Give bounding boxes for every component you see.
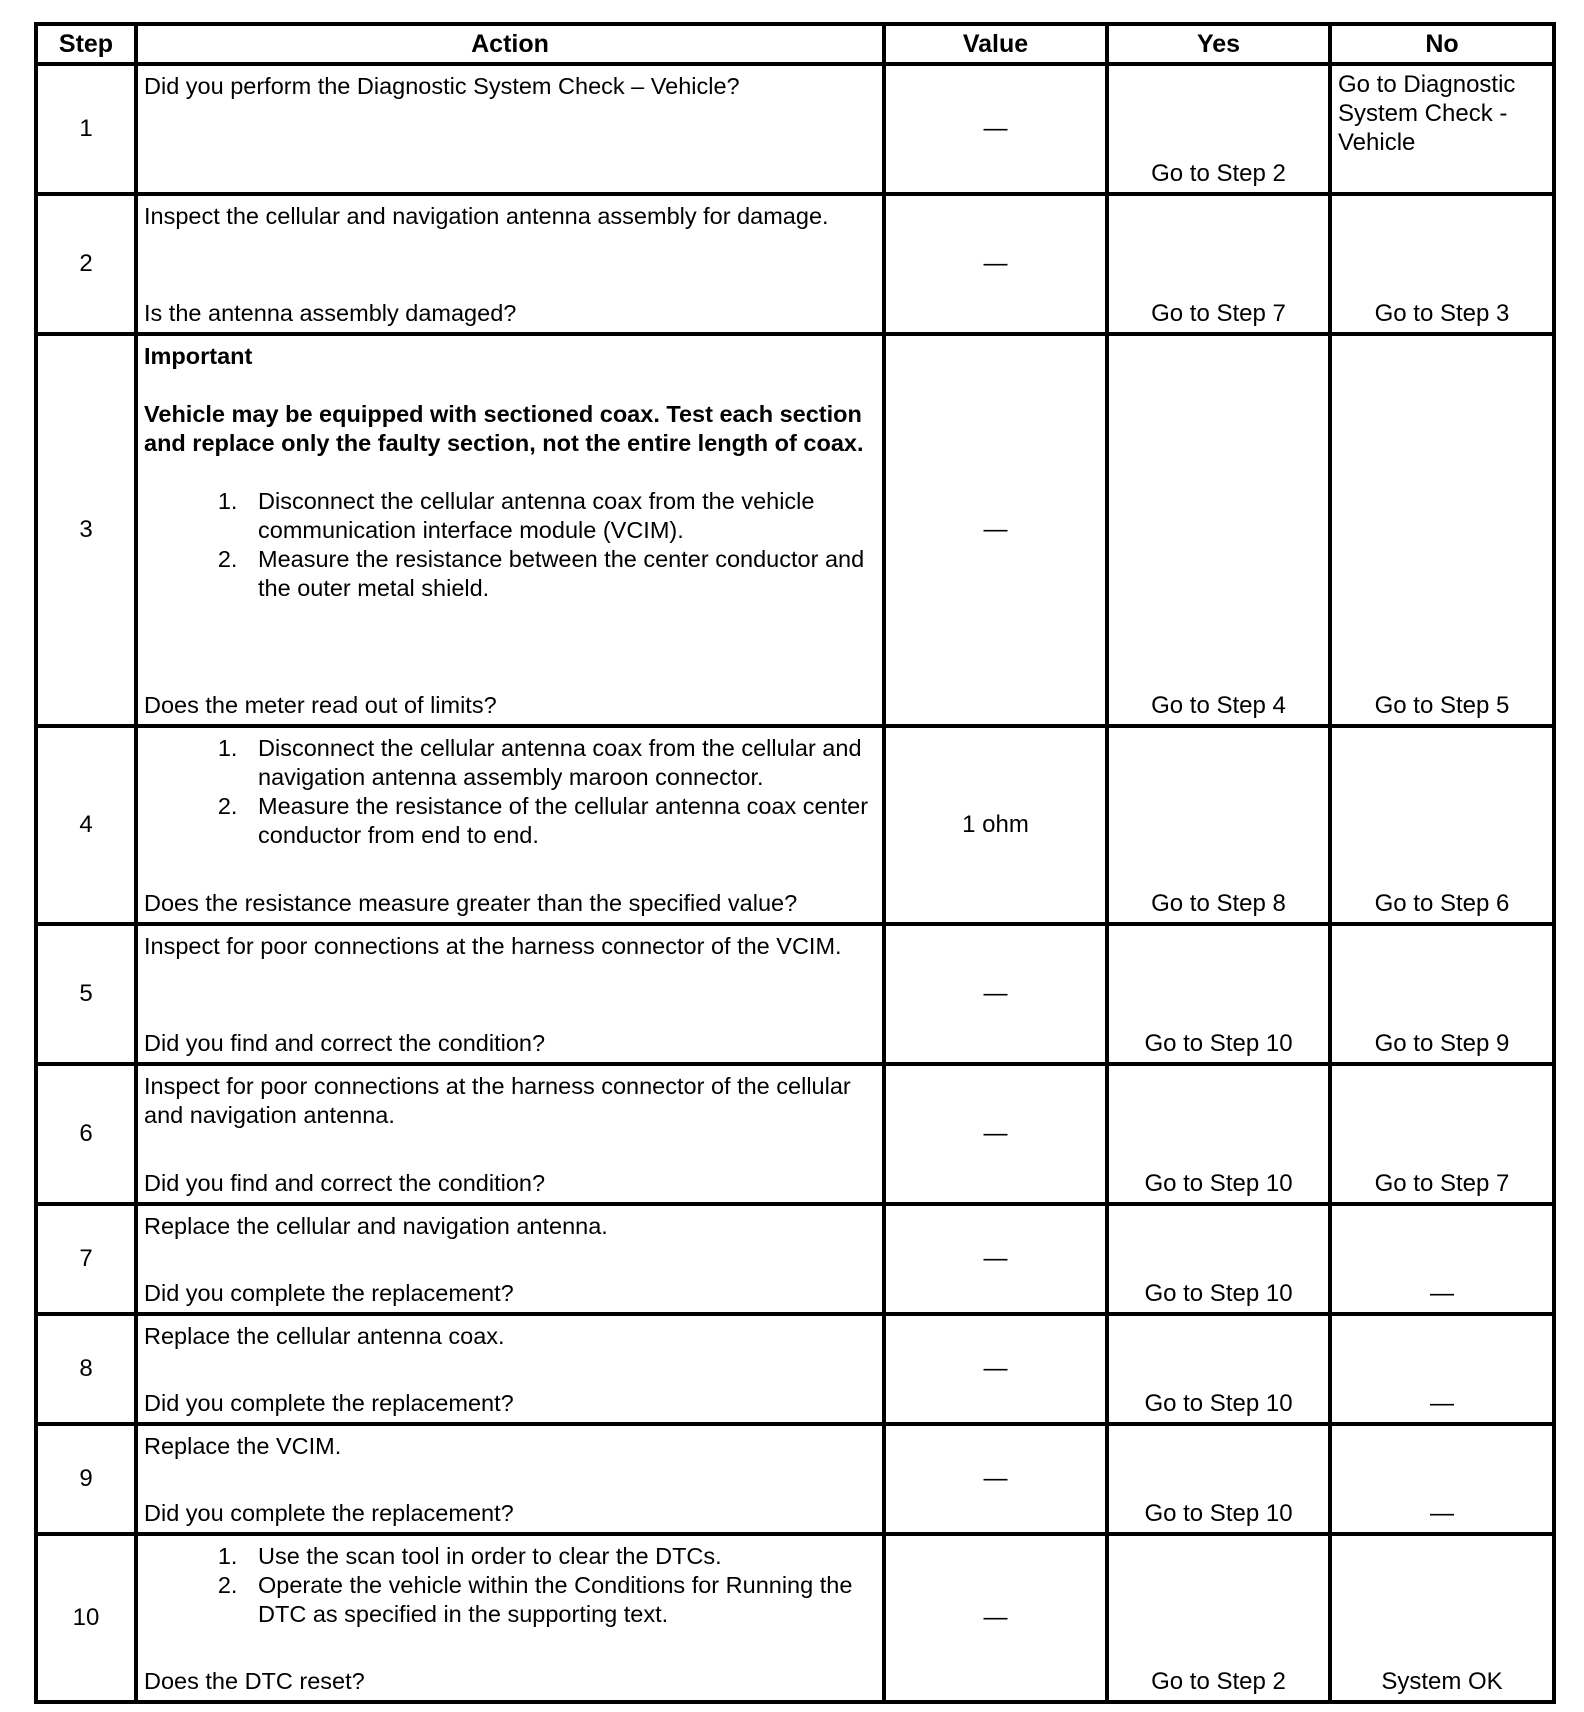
step-list [144, 487, 876, 603]
step-list [144, 734, 876, 850]
table-row [36, 194, 1554, 334]
table-row [36, 1534, 1554, 1702]
step-number: 10 [36, 1534, 136, 1702]
action-intro: Inspect for poor connections at the harness connector of the VCIM. [144, 933, 842, 959]
action-cell [136, 1424, 884, 1534]
important-text: Vehicle may be equipped with sectioned coax. Test each section and replace only the faulty section, not the entire length of coax. [144, 401, 864, 456]
step-list [144, 1542, 876, 1629]
value-cell: — [884, 1064, 1107, 1204]
list-item: 1. Use the scan tool in order to clear the DTCs. [244, 1542, 876, 1571]
value-cell: — [884, 1204, 1107, 1314]
list-item: 1. Disconnect the cellular antenna coax from the cellular and navigation antenna assembly maroon connector. [244, 734, 876, 792]
yes-cell: Go to Step 10 [1107, 1314, 1330, 1424]
list-item: 2. Measure the resistance of the cellular antenna coax center conductor from end to end. [244, 792, 876, 850]
value-cell: — [884, 1534, 1107, 1702]
action-question: Did you complete the replacement? [144, 1390, 514, 1416]
no-cell: Go to Step 3 [1330, 194, 1554, 334]
no-cell: — [1330, 1204, 1554, 1314]
table-row [36, 726, 1554, 924]
table-row [36, 64, 1554, 194]
action-cell [136, 924, 884, 1064]
header-yes: Yes [1107, 24, 1330, 64]
no-cell: Go to Diagnostic System Check - Vehicle [1330, 64, 1554, 194]
diagnostic-table [34, 22, 1556, 1704]
yes-cell: Go to Step 10 [1107, 924, 1330, 1064]
action-cell [136, 1314, 884, 1424]
no-cell: — [1330, 1314, 1554, 1424]
action-cell [136, 726, 884, 924]
header-action: Action [136, 24, 884, 64]
table-row [36, 1204, 1554, 1314]
step-number: 3 [36, 334, 136, 726]
value-cell: — [884, 334, 1107, 726]
list-item: 2. Operate the vehicle within the Conditions for Running the DTC as specified in the supporting text. [244, 1571, 876, 1629]
action-question: Did you find and correct the condition? [144, 1030, 546, 1056]
important-label: Important [144, 343, 253, 369]
header-value: Value [884, 24, 1107, 64]
action-intro: Replace the cellular antenna coax. [144, 1323, 505, 1349]
action-cell [136, 1064, 884, 1204]
action-cell [136, 64, 884, 194]
action-cell [136, 334, 884, 726]
step-number: 8 [36, 1314, 136, 1424]
no-cell: Go to Step 5 [1330, 334, 1554, 726]
yes-cell: Go to Step 10 [1107, 1204, 1330, 1314]
yes-cell: Go to Step 10 [1107, 1064, 1330, 1204]
table-row [36, 1064, 1554, 1204]
value-cell: 1 ohm [884, 726, 1107, 924]
value-cell: — [884, 1424, 1107, 1534]
action-intro: Replace the VCIM. [144, 1433, 342, 1459]
yes-cell: Go to Step 8 [1107, 726, 1330, 924]
action-question: Did you complete the replacement? [144, 1500, 514, 1526]
step-number: 6 [36, 1064, 136, 1204]
no-cell: Go to Step 6 [1330, 726, 1554, 924]
action-question: Does the resistance measure greater than the specified value? [144, 890, 798, 916]
action-question: Did you find and correct the condition? [144, 1170, 546, 1196]
yes-cell: Go to Step 2 [1107, 64, 1330, 194]
step-number: 9 [36, 1424, 136, 1534]
step-number: 2 [36, 194, 136, 334]
action-cell [136, 1534, 884, 1702]
action-intro: Inspect for poor connections at the harness connector of the cellular and navigation antenna. [144, 1073, 851, 1128]
list-item: 2. Measure the resistance between the center conductor and the outer metal shield. [244, 545, 876, 603]
step-number: 1 [36, 64, 136, 194]
table-row [36, 334, 1554, 726]
step-number: 7 [36, 1204, 136, 1314]
no-cell: Go to Step 7 [1330, 1064, 1554, 1204]
header-row [36, 24, 1554, 64]
action-question: Did you complete the replacement? [144, 1280, 514, 1306]
header-no: No [1330, 24, 1554, 64]
yes-cell: Go to Step 10 [1107, 1424, 1330, 1534]
yes-cell: Go to Step 4 [1107, 334, 1330, 726]
action-question: Did you perform the Diagnostic System Check – Vehicle? [144, 73, 740, 99]
action-question: Does the meter read out of limits? [144, 692, 497, 718]
table-row [36, 1314, 1554, 1424]
no-cell: Go to Step 9 [1330, 924, 1554, 1064]
step-number: 5 [36, 924, 136, 1064]
value-cell: — [884, 64, 1107, 194]
action-intro: Replace the cellular and navigation antenna. [144, 1213, 608, 1239]
no-cell: — [1330, 1424, 1554, 1534]
action-cell [136, 194, 884, 334]
action-question: Does the DTC reset? [144, 1668, 365, 1694]
yes-cell: Go to Step 2 [1107, 1534, 1330, 1702]
value-cell: — [884, 924, 1107, 1064]
action-cell [136, 1204, 884, 1314]
list-item: 1. Disconnect the cellular antenna coax from the vehicle communication interface module (VCIM). [244, 487, 876, 545]
value-cell: — [884, 1314, 1107, 1424]
no-cell: System OK [1330, 1534, 1554, 1702]
action-question: Is the antenna assembly damaged? [144, 300, 517, 326]
step-number: 4 [36, 726, 136, 924]
action-intro: Inspect the cellular and navigation antenna assembly for damage. [144, 203, 829, 229]
yes-cell: Go to Step 7 [1107, 194, 1330, 334]
table-row [36, 1424, 1554, 1534]
table-row [36, 924, 1554, 1064]
header-step: Step [36, 24, 136, 64]
value-cell: — [884, 194, 1107, 334]
